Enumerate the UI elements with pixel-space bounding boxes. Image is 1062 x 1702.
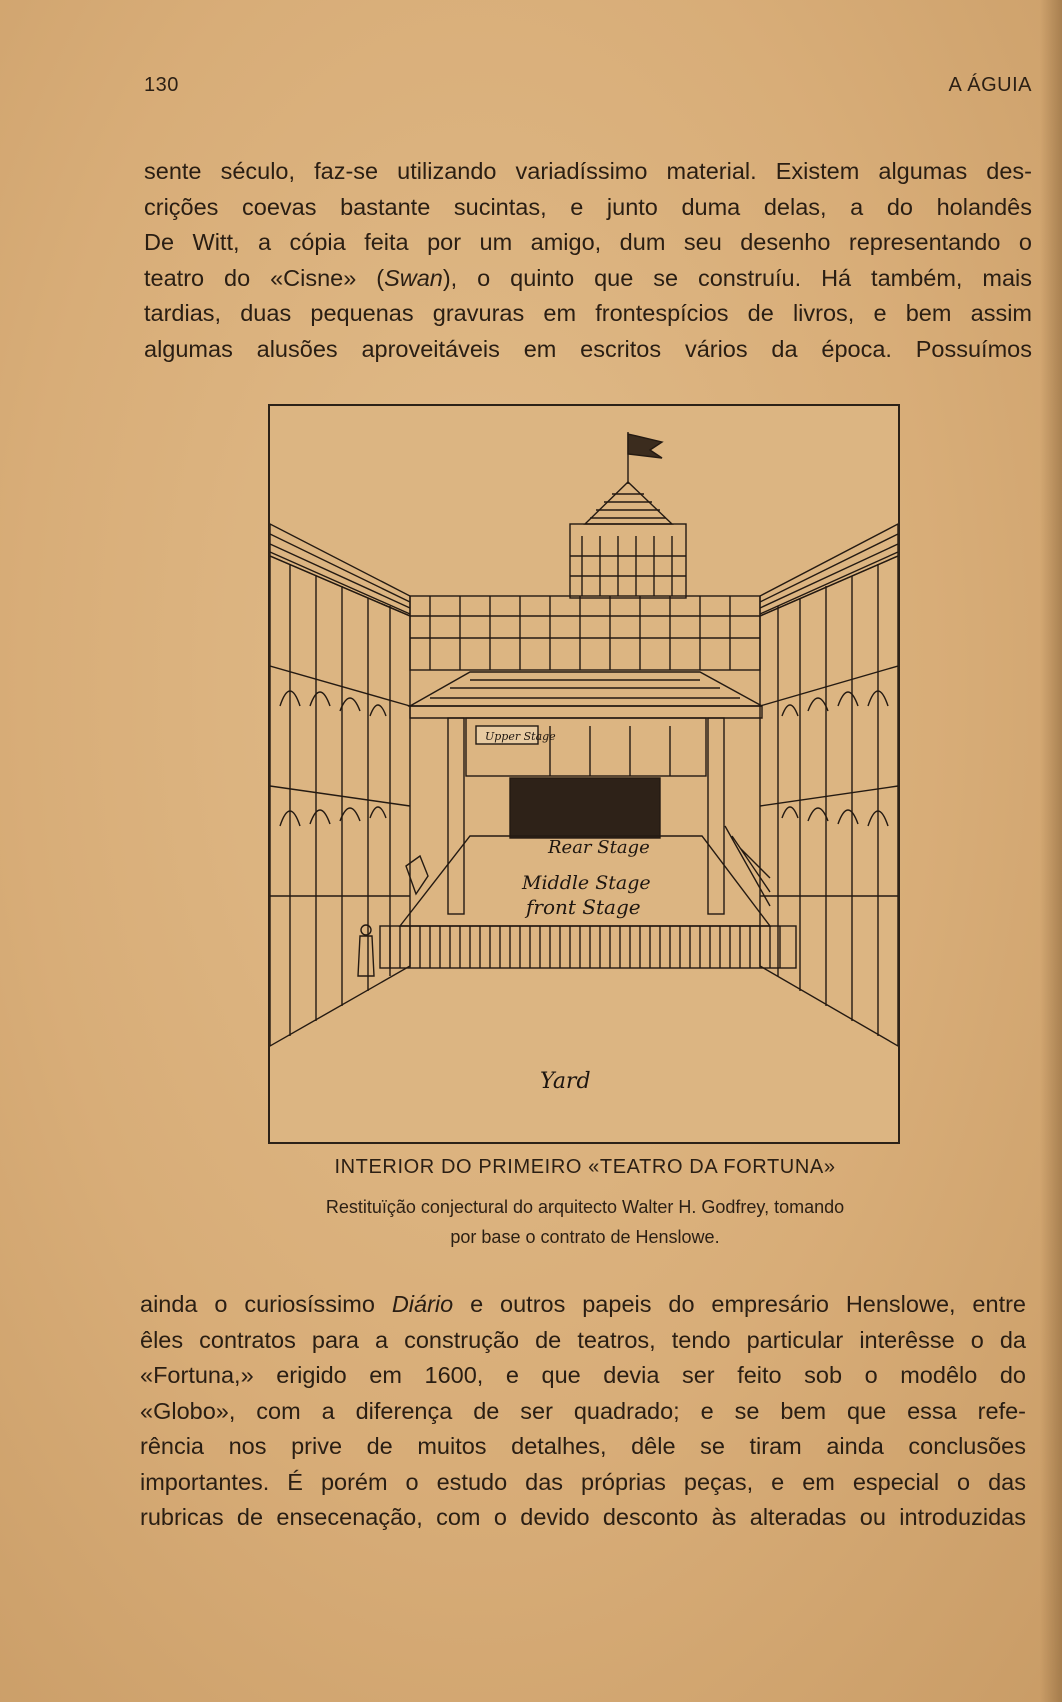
caption-line: por base o contrato de Henslowe.: [450, 1227, 720, 1247]
text-line: teatro do «Cisne» (Swan), o quinto que se construíu. Há também, mais: [144, 264, 1032, 291]
text-line: importantes. É porém o estudo das próprias peças, e em especial o das: [140, 1468, 1026, 1495]
rear-stage-label: Rear Stage: [548, 837, 650, 858]
paragraph-bottom: [140, 1287, 1026, 1536]
text-line: crições coevas bastante sucintas, e junto duma delas, a do holandês: [144, 193, 1032, 220]
stage-roof: [410, 672, 762, 706]
text-line: «Globo», com a diferença de ser quadrado; e se bem que essa refe-: [140, 1397, 1026, 1424]
back-gallery: [410, 596, 760, 670]
paragraph-top: [144, 154, 1032, 367]
stage-front: [380, 926, 796, 968]
standing-figure: [361, 925, 371, 935]
theatre-illustration: [268, 404, 900, 1144]
front-stage-label: front Stage: [526, 895, 641, 919]
tower: [570, 524, 686, 598]
text-line: «Fortuna,» erigido em 1600, e que devia ser feito sob o modêlo do: [140, 1362, 1026, 1388]
page-edge-shadow: [1040, 0, 1062, 1702]
left-pillar: [448, 718, 464, 914]
text-line: algumas alusões aproveitáveis em escritos vários da época. Possuímos: [144, 335, 1032, 362]
text-line: tardias, duas pequenas gravuras em frontespícios de livros, e bem assim: [144, 300, 1032, 326]
text-line: sente século, faz-se utilizando variadíssimo material. Existem algumas des-: [144, 158, 1032, 184]
figure-caption-description: [240, 1192, 930, 1252]
left-gallery: [270, 556, 410, 1046]
figure-caption-title: INTERIOR DO PRIMEIRO «TEATRO DA FORTUNA»: [334, 1156, 836, 1178]
yard-label: Yard: [540, 1069, 591, 1094]
middle-stage-label: Middle Stage: [522, 872, 651, 894]
text-line: De Witt, a cópia feita por um amigo, dum seu desenho representando o: [144, 229, 1032, 255]
rear-stage-curtain: [510, 778, 660, 838]
upper-stage-label: Upper Stage: [485, 730, 556, 743]
theatre-drawing: [270, 406, 898, 1142]
flag: [628, 434, 662, 458]
page-header: [144, 74, 1032, 102]
page-number: 130: [144, 74, 179, 96]
text-line: êles contratos para a construção de teatros, tendo particular interêsse o da: [140, 1326, 1026, 1353]
text-line: rubricas de ensecenação, com o devido desconto às alteradas ou introduzidas: [140, 1504, 1026, 1530]
right-pillar: [708, 718, 724, 914]
left-roof: [270, 524, 410, 616]
running-title: A ÁGUIA: [948, 74, 1032, 96]
text-line: rência nos prive de muitos detalhes, dêle se tiram ainda conclusões: [140, 1433, 1026, 1459]
caption-line: Restituïção conjectural do arquitecto Walter H. Godfrey, tomando: [325, 1197, 845, 1217]
text-line: ainda o curiosíssimo Diário e outros papeis do empresário Henslowe, entre: [140, 1291, 1026, 1317]
